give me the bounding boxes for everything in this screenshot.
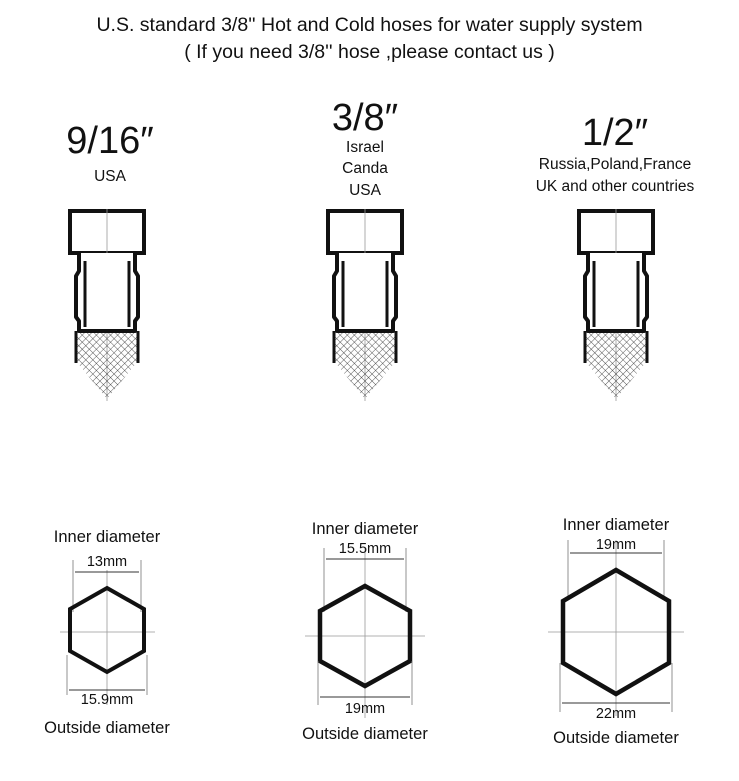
inner-diameter-value-1: 13mm: [86, 554, 128, 570]
inner-diameter-label-1: Inner diameter: [53, 528, 161, 546]
region-label-usa: USA: [94, 168, 126, 185]
inner-diameter-label-3: Inner diameter: [562, 516, 670, 534]
outer-diameter-value-1: 15.9mm: [80, 692, 134, 708]
region-label-israel: Israel: [346, 139, 384, 156]
region-label-usa-2: USA: [349, 182, 381, 199]
hex-group-3: [548, 540, 684, 716]
page-subtitle: ( If you need 3/8'' hose ,please contact us ): [184, 41, 555, 63]
hex-group-1: [60, 560, 155, 705]
size-label-3-8: 3/8″: [331, 97, 399, 139]
region-label-uk: UK and other countries: [535, 178, 695, 195]
outside-diameter-label-2: Outside diameter: [302, 725, 428, 743]
inner-diameter-value-2: 15.5mm: [338, 541, 392, 557]
inner-diameter-label-2: Inner diameter: [311, 520, 419, 538]
page-title: U.S. standard 3/8'' Hot and Cold hoses for water supply system: [96, 14, 643, 36]
outer-diameter-value-2: 19mm: [344, 701, 386, 717]
inner-diameter-value-3: 19mm: [595, 537, 637, 553]
hex-group-2: [305, 548, 425, 718]
outside-diameter-label-1: Outside diameter: [44, 719, 170, 737]
size-label-1-2: 1/2″: [581, 112, 649, 154]
region-label-europe: Russia,Poland,France: [538, 156, 692, 173]
size-label-9-16: 9/16″: [66, 120, 154, 162]
region-label-canda: Canda: [342, 160, 388, 177]
outside-diameter-label-3: Outside diameter: [553, 729, 679, 747]
outer-diameter-value-3: 22mm: [595, 706, 637, 722]
